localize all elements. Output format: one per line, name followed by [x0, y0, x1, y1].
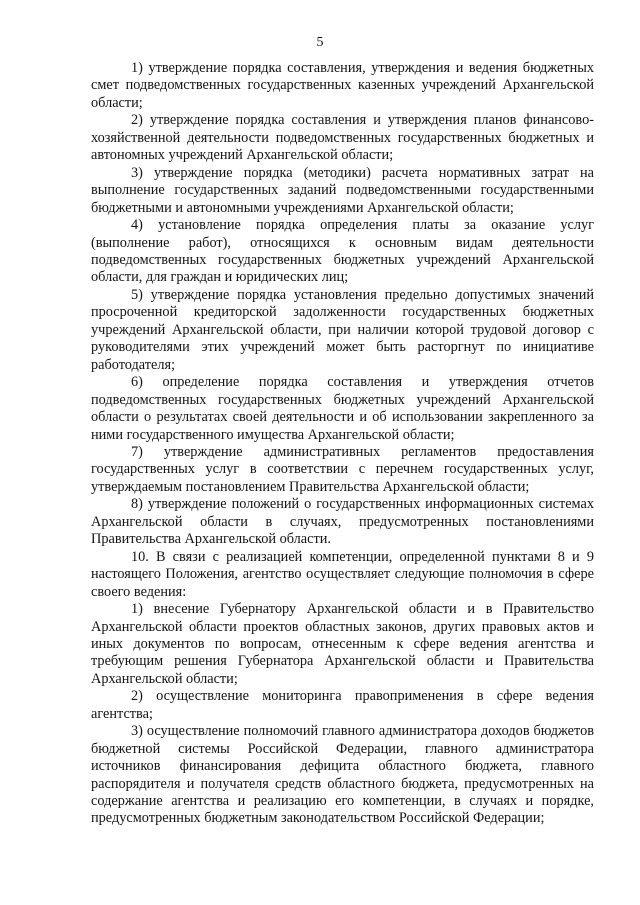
- paragraph-item-1: 1) утверждение порядка составления, утверждения и ведения бюджетных смет подведомственных государственных казенных учреждений Архангельской области;: [91, 60, 594, 111]
- paragraph-power-3: 3) осуществление полномочий главного администратора доходов бюджетов бюджетной системы Российской Федерации, главного администратора источников финансирования дефицита областного бюджета, главного распорядителя и получателя средств областного бюджета, предусмотренных на содержание агентства и реализацию его компетенции, в случаях и порядке, предусмотренных бюджетным законодательством Российской Федерации;: [91, 723, 594, 827]
- document-body: [91, 60, 594, 828]
- paragraph-power-1: 1) внесение Губернатору Архангельской области и в Правительство Архангельской области проектов областных законов, других правовых актов и иных документов по вопросам, отнесенным к сфере ведения агентства и требующим решения Губернатора Архангельской области и Правительства Архангельской области;: [91, 601, 594, 687]
- paragraph-item-8: 8) утверждение положений о государственных информационных системах Архангельской области в случаях, предусмотренных постановлениями Правительства Архангельской области.: [91, 496, 594, 548]
- paragraph-item-4: 4) установление порядка определения платы за оказание услуг (выполнение работ), относящихся к основным видам деятельности подведомственных государственных бюджетных учреждений Архангельской области, для граждан и юридических лиц;: [91, 217, 594, 286]
- paragraph-power-2: 2) осуществление мониторинга правоприменения в сфере ведения агентства;: [91, 688, 594, 722]
- paragraph-clause-10: 10. В связи с реализацией компетенции, определенной пунктами 8 и 9 настоящего Положения, агентство осуществляет следующие полномочия в сфере своего ведения:: [91, 548, 594, 600]
- paragraph-item-3: 3) утверждение порядка (методики) расчета нормативных затрат на выполнение государственных заданий подведомственными государственными бюджетными и автономными учреждениями Архангельской области;: [91, 164, 594, 216]
- paragraph-item-6: 6) определение порядка составления и утверждения отчетов подведомственных государственных бюджетных учреждений Архангельской области о результатах своей деятельности и об использовании закрепленного за ними государственного имущества Архангельской области;: [91, 374, 594, 443]
- paragraph-item-7: 7) утверждение административных регламентов предоставления государственных услуг в соответствии с перечнем государственных услуг, утверждаемым постановлением Правительства Архангельской области;: [91, 443, 594, 495]
- paragraph-item-5: 5) утверждение порядка установления предельно допустимых значений просроченной кредиторской задолженности государственных бюджетных учреждений Архангельской области, при наличии которой трудовой договор с руководителями этих учреждений может быть расторгнут по инициативе работодателя;: [91, 286, 594, 373]
- page-number: 5: [316, 35, 324, 50]
- paragraph-item-2: 2) утверждение порядка составления и утверждения планов финансово-хозяйственной деятельности подведомственных государственных бюджетных и автономных учреждений Архангельской области;: [91, 112, 594, 164]
